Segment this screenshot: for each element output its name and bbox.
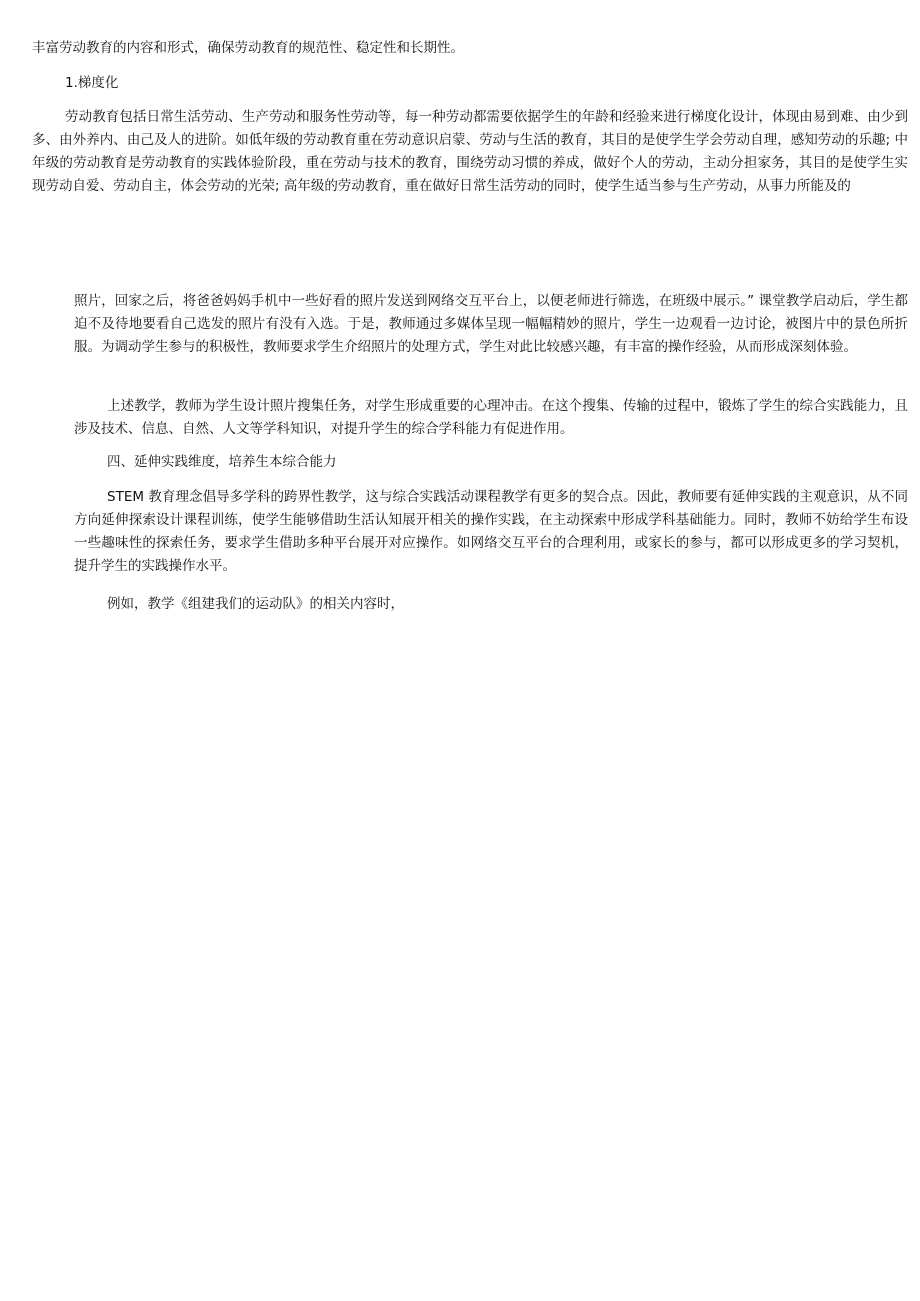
paragraph-example: 例如，教学《组建我们的运动队》的相关内容时，	[107, 596, 404, 612]
heading-gradient: 1.梯度化	[65, 75, 119, 91]
heading-section-four: 四、延伸实践维度，培养生本综合能力	[107, 454, 337, 470]
paragraph-stem: STEM 教育理念倡导多学科的跨界性教学，这与综合实践活动课程教学有更多的契合点。因此，教师要有延伸实践的主观意识，从不同方向延伸探索设计课程训练，使学生能够借助生活认知展开相关的操作实践，在主动探索中形成学科基础能力。同时，教师不妨给学生布设一些趣味性的探索任务，要求学生借助多种平台展开对应操作。如网络交互平台的合理利用，或家长的参与，都可以形成更多的学习契机，提升学生的实践操作水平。	[74, 489, 908, 574]
paragraph-continuation: 丰富劳动教育的内容和形式，确保劳动教育的规范性、稳定性和长期性。	[32, 40, 464, 56]
paragraph-gradient: 劳动教育包括日常生活劳动、生产劳动和服务性劳动等，每一种劳动都需要依据学生的年龄和经验来进行梯度化设计，体现由易到难、由少到多、由外养内、由己及人的进阶。如低年级的劳动教育重在劳动意识启蒙、劳动与生活的教育，其目的是使学生学会劳动自理，感知劳动的乐趣; 中年级的劳动教育是劳动教育的实践体验阶段，重在劳动与技术的教育，围绕劳动习惯的养成，做好个人的劳动，主动分担家务，其目的是使学生实现劳动自爱、劳动自主，体会劳动的光荣; 高年级的劳动教育，重在做好日常生活劳动的同时，使学生适当参与生产劳动，从事力所能及的	[32, 109, 908, 194]
paragraph-photos: 照片，回家之后，将爸爸妈妈手机中一些好看的照片发送到网络交互平台上，以便老师进行筛选，在班级中展示。” 课堂教学启动后，学生都迫不及待地要看自己选发的照片有没有入选。于是，教师通过多媒体呈现一幅幅精妙的照片，学生一边观看一边讨论，被图片中的景色所折服。为调动学生参与的积极性，教师要求学生介绍照片的处理方式，学生对此比较感兴趣，有丰富的操作经验，从而形成深刻体验。	[74, 293, 908, 355]
paragraph-summary: 上述教学，教师为学生设计照片搜集任务，对学生形成重要的心理冲击。在这个搜集、传输的过程中，锻炼了学生的综合实践能力，且涉及技术、信息、自然、人文等学科知识，对提升学生的综合学科能力有促进作用。	[74, 398, 908, 437]
